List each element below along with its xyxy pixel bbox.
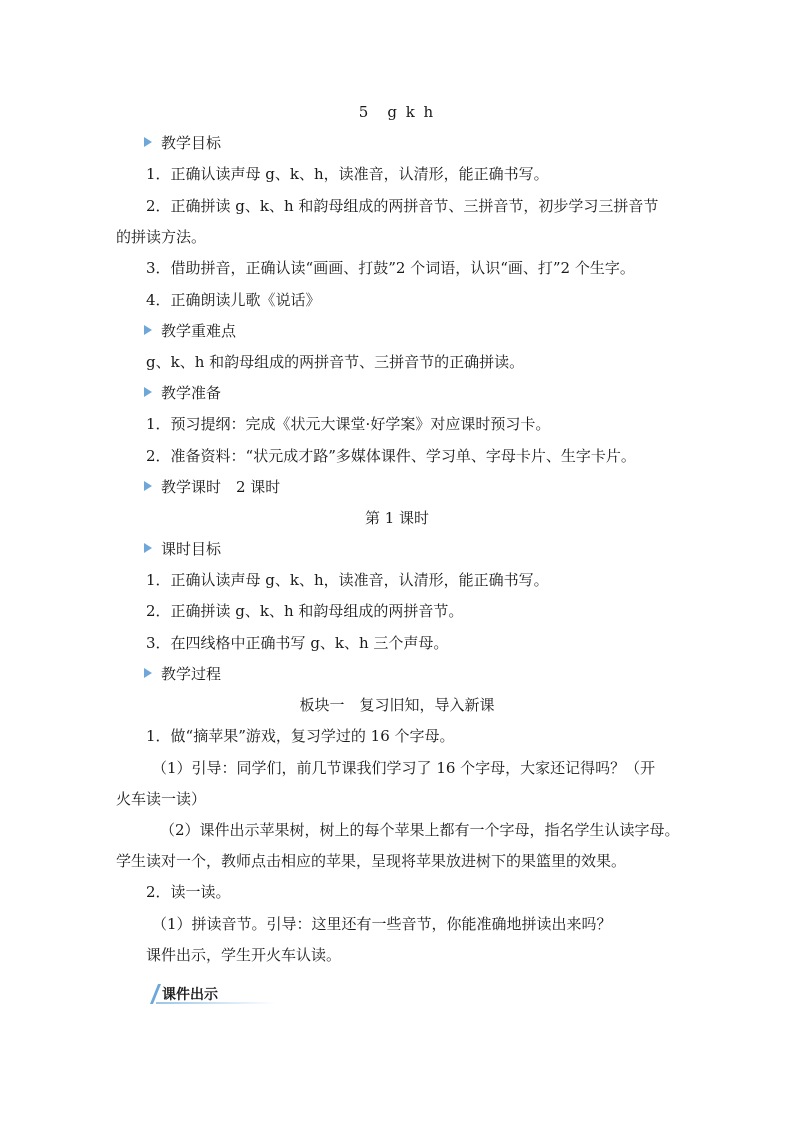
triangle-bullet-icon: [144, 137, 152, 147]
courseware-label: 课件出示: [162, 987, 218, 1003]
lesson-goal-item: 2．正确拼读 g、k、h 和韵母组成的两拼音节。: [146, 602, 464, 620]
prep-item: 2．准备资料：“状元成才路”多媒体课件、学习单、字母卡片、生字卡片。: [146, 447, 636, 465]
courseware-label-banner: [146, 982, 286, 1006]
heading-text: 教学重难点: [161, 322, 237, 340]
section-heading-lesson-goals: [144, 539, 794, 559]
section-heading-hours: [144, 477, 794, 497]
heading-text: 教学目标: [161, 134, 222, 152]
process-substep: （1）引导：同学们，前几节课我们学习了 16 个字母，大家还记得吗？（开: [152, 759, 656, 777]
key-points-text: g、k、h 和韵母组成的两拼音节、三拼音节的正确拼读。: [146, 353, 525, 371]
goal-item: 1．正确认读声母 g、k、h，读准音，认清形，能正确书写。: [146, 165, 549, 183]
triangle-bullet-icon: [144, 543, 152, 553]
process-text: 课件出示，学生开火车认读。: [146, 946, 342, 964]
lesson-goal-item: 1．正确认读声母 g、k、h，读准音，认清形，能正确书写。: [146, 571, 549, 589]
goal-item: 2．正确拼读 g、k、h 和韵母组成的两拼音节、三拼音节，初步学习三拼音节: [146, 197, 659, 215]
process-step: 1．做“摘苹果”游戏，复习学过的 16 个字母。: [146, 727, 455, 745]
triangle-bullet-icon: [144, 387, 152, 397]
goal-item: 3．借助拼音，正确认读“画画、打鼓”2 个词语，认识“画、打”2 个生字。: [146, 259, 635, 277]
section-heading-process: [144, 664, 794, 684]
block-1-title: 板块一 复习旧知，导入新课: [299, 696, 495, 714]
lesson-1-title: 第 1 课时: [364, 509, 430, 527]
section-heading-preparation: [144, 383, 794, 403]
heading-text: 教学准备: [161, 384, 222, 402]
lesson-title: 5 g k h: [358, 103, 436, 121]
heading-text: 课时目标: [161, 540, 222, 558]
heading-text: 教学过程: [161, 665, 222, 683]
lesson-goal-item: 3．在四线格中正确书写 g、k、h 三个声母。: [146, 634, 449, 652]
section-heading-goals: [144, 133, 794, 153]
goal-item-continued: 的拼读方法。: [116, 228, 207, 246]
process-substep-continued: 学生读对一个，教师点击相应的苹果，呈现将苹果放进树下的果篮里的效果。: [116, 852, 627, 870]
triangle-bullet-icon: [144, 481, 152, 491]
process-substep-continued: 火车读一读）: [116, 790, 207, 808]
triangle-bullet-icon: [144, 325, 152, 335]
process-substep: （1）拼读音节。引导：这里还有一些音节，你能准确地拼读出来吗？: [152, 915, 612, 933]
section-heading-key-points: [144, 321, 794, 341]
goal-item: 4．正确朗读儿歌《说话》: [146, 291, 321, 309]
process-substep: （2）课件出示苹果树，树上的每个苹果上都有一个字母，指名学生认读字母。: [160, 821, 680, 839]
prep-item: 1．预习提纲：完成《状元大课堂·好学案》对应课时预习卡。: [146, 415, 551, 433]
triangle-bullet-icon: [144, 668, 152, 678]
process-step: 2．读一读。: [146, 883, 231, 901]
heading-text: 教学课时 2 课时: [161, 478, 281, 496]
